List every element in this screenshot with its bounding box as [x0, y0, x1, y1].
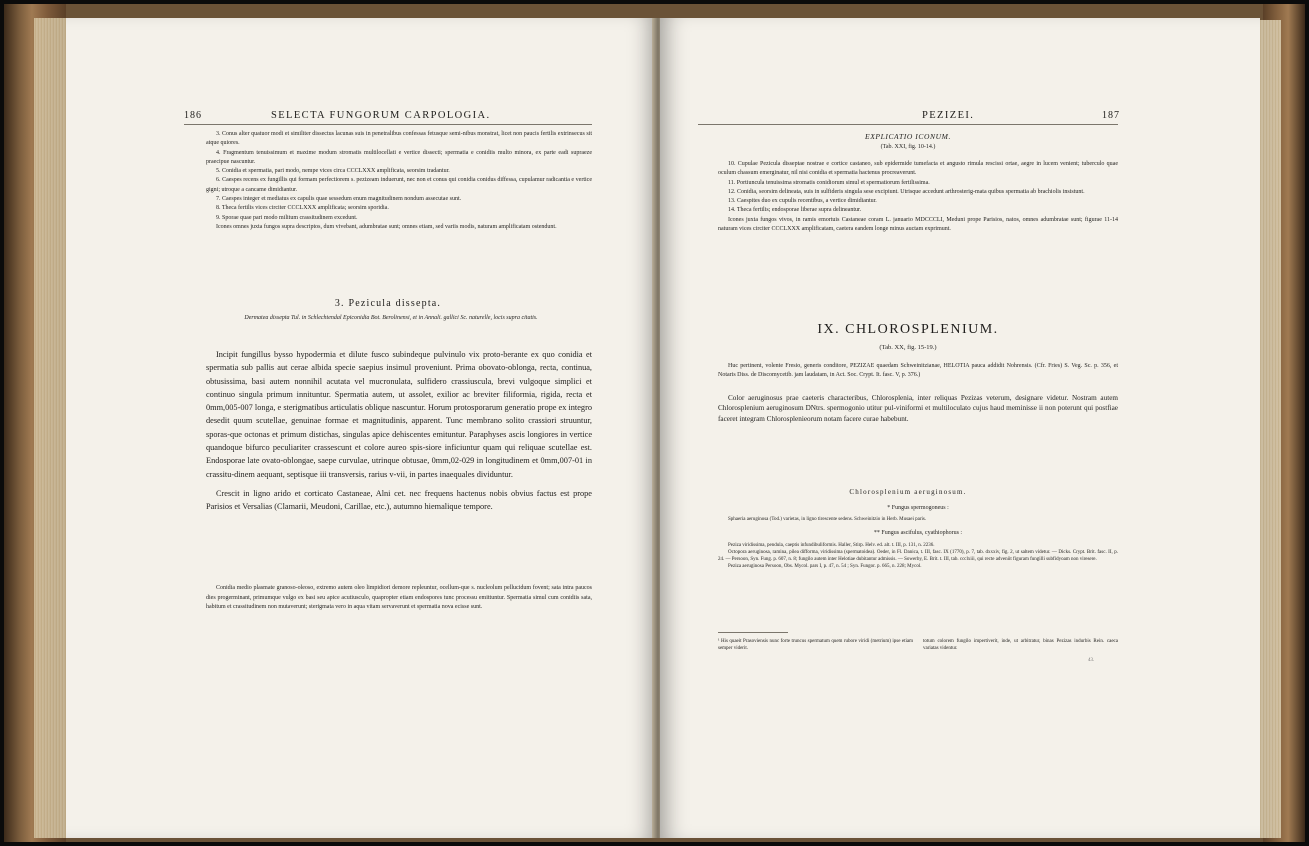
- note-item: 6. Caespes recens ex fungillis qui formam perfectiorem s. pezizeam induerunt, nec non et conus qui conidia conidus diffessa, cupulamur radicantia e vertice gigni; utroque a cancame dimidiantur.: [206, 177, 592, 193]
- footnote-right: [923, 638, 1118, 652]
- signature-mark: 43.: [1088, 658, 1095, 663]
- syn-line: Sphaeria aeruginosa (Tod.) varietas, in ligno tirescente sedens. Schweinitzio in Herb. Musaei paris.: [728, 517, 927, 523]
- note-item: 7. Caespes integer et mediatus ex capulis quae sessedum enum magnitudinem nondum assecutae sunt.: [216, 196, 462, 203]
- note-item: 12. Conidia, seorsim delineata, suis in sulfideris singula sese excipiunt. Utrisque accedunt arthrosterig-mata quibus spermatia ab brachiolis insistunt.: [728, 188, 1085, 195]
- syn-group-head: * Fungus spermogoneus :: [887, 505, 949, 511]
- footnote-left: [718, 638, 913, 652]
- note-item: 13. Caespites duo ex cupulis recentibus, a vertice dimidiantur.: [728, 198, 877, 205]
- note-item: 10. Cupulae Pezicula disseptae nostrae e cortice castaneo, sub epidermide tumefacta et angusto rimula rescissi ortae, aegre in lucem venient; tuberculo quae oculum chassum emerginatur, nil nisi conidia et spermatia hactenus procreaverunt.: [718, 161, 1118, 177]
- syn-line: Peziza viridissima, pendula, caeptis infundibuliformis. Haller, Stirp. Helv. ed. alt. t. III, p. 131, n. 2236.: [728, 542, 935, 548]
- footnote-text: totum colorem fungilo impertiverit, inde, ut arbitratur, binas Pezizas indurbis Rein. caeca variatas videntur.: [923, 639, 1118, 651]
- note-item: 9. Sporae quae pari modo militum crassitudinem excedunt.: [216, 214, 358, 221]
- left-footnote: [206, 584, 592, 613]
- main-paragraph: Incipit fungillus bysso hypodermia et dilute fusco subindeque pulvinulo vix proto-berante ex quo conidia et spermatia sub pallis aut cerae albida specie saepius insimul proveniunt. Prima obovato-oblonga, recta, continua, obtusissima, basi autem nonnihil acutata vel mucronulata, sulfidero crassiuscula, brevi vulgoque simplici et continuo singula primum innituntur. Spermatia autem, ut assolet, exilior ac breviter filiformia, rigida, recta et 0mm,005-007 longa, e sterigmatibus articulatis oblique nascuntur. Horum protosporarum generatio prope ex integro desedit quum scutellae, genuinae formae et magnitudinis, apparent. Tunc membrano solito crassiori struuntur, sporas-que octonas et primum distichas, singulas apice dehiscentes emituntur. Paraphyses ascis longiores in vertice quandoque bifurco peculiariter crassescunt et colore aureo spis-siore inficiuntur quam qui reliquae scutellae est. Endosporae late ovato-oblongae, saepe curvulae, utrinque obtusae, 0mm,02-029 in longitudinem et 0mm,007-01 in crassitu-dinem aequant, septisque iii transversis, rarius v-vii, in partes inaequales dividuntur.: [206, 350, 592, 479]
- note-item: 8. Theca fertilis vices circiter CCCLXXX amplificata; seorsim sporidia.: [216, 205, 389, 212]
- left-page-edges: [34, 18, 70, 838]
- footnote-text: ¹ His quaeit Prasoviensis nunc forte truncus spermatum quem rubore viridi (metrium) ipse etiam semper viderit.: [718, 639, 913, 651]
- explicatio-ref: (Tab. XXI, fig. 10-14.): [880, 144, 936, 150]
- right-page: [660, 18, 1260, 838]
- footnote-paragraph: Conidia medio plasmate granoso-oleoso, extremo autem oleo limpidiori demore repleuntur, ocellum-que s. nucleolum pellucidum fovent; sata intra paucos dies progerminant, primumque vulgo ex basi seu apice acutiusculo, quapropter etiam endospores tunc processu emittuntur. Spermatia simul cum conidiis sata, habitum et crassitudinem non mutaverunt; sterigmata vero in aqua vitam servaverunt et spermatia nova ecisse sunt.: [206, 585, 592, 610]
- note-item: 3. Conus alter quatuor modi et similiter dissectus lacunas suis in penetralibus confessas fetusque semi-nibus monstrat, licet non paucis fertilis extrinsecus sit atque quiores.: [206, 131, 592, 147]
- syn-group-head: ** Fungus ascifulus, cyathiophorus :: [873, 530, 963, 537]
- chapter-intro: [718, 362, 1118, 425]
- chapter-paragraph: Huc pertinent, volente Fresio, generis conditore, PEZIZAE quaedam Schweinitzianae, HELOTIA pauca addidit Nohrensis. (Cfr. Fries) S. Veg. Sc. p. 356, et Notaris Diss. de Discomycetib. jam laudatam, in Act. Soc. Crypt. It. fasc. V, p. 376.): [718, 363, 1118, 379]
- explicatio-title: EXPLICATIO ICONUM.: [865, 132, 951, 141]
- note-item: 14. Theca fertilis; endosporae liberae supra delineantur.: [728, 207, 862, 214]
- syn-line: Octopora aeruginosa, ramina, pilea difforma, viridissima (spermatoidea). Oeder, in Fl. Danica, t. III, fasc. IX (1770), p. 7, tab. dxxxiv, fig. 2, ut saltem videtur. — Dicks. Crypt. Brit. fasc. II, p. 24. — Persoon, Syn. Fung. p. 607, n. 8; fungilo autem inter Helotiae dubitantur admissis. — Sowerby, E. Brit. t. III, tab. ccclxiii, qui recte adveniit figuram fungilli subfidyoam non viresere.: [718, 549, 1118, 562]
- note-item: 11. Portiuncula tenuissima stromatis conidiorum simul et spermatiorum fertilissima.: [728, 179, 930, 186]
- right-numbered-notes: [718, 160, 1118, 234]
- note-item: 5. Conidia et spermatia, pari modo, nempe vices circa CCCLXXX amplificata, seorsim tradantur.: [216, 168, 450, 175]
- main-paragraph: Crescit in ligno arido et corticato Castaneae, Alni cet. nec frequens hactenus nobis obvius factus est prope Parisios et Versalias (Clamarii, Meudoni, Carillae, etc.), autumno hiemalique tempore.: [206, 488, 592, 512]
- note-item: Icones omnes juxta fungos supra descriptos, dum vivebant, adumbratae sunt; omnes etiam, sed variis modis, naturam amplificatam ostendunt.: [216, 223, 557, 230]
- book-spread: [4, 4, 1305, 842]
- chapter-ref: (Tab. XX, fig. 15-19.): [879, 344, 937, 351]
- right-page-number: 187: [1102, 110, 1120, 121]
- chapter-paragraph: Color aeruginosus prae caeteris characteribus, Chlorosplenia, inter reliquas Pezizas veterum, designare videtur. Nostram autem Chlorosplenium aeruginosum DNtrs. spermogonio utitur pul-viniformi et multiloculato cujus haud meminisse ii non poterunt qui postfiae faceret integram Chlorosplenieorum notam facere curae habebunt.: [718, 393, 1118, 424]
- left-page-number: 186: [184, 110, 202, 121]
- left-page: [66, 18, 656, 838]
- left-head-rule: [184, 124, 592, 125]
- left-main-text: [206, 348, 592, 514]
- right-running-head: PEZIZEI.: [922, 110, 975, 121]
- right-head-rule: [698, 124, 1118, 125]
- left-numbered-notes: [206, 130, 592, 232]
- synonymy-groups: [718, 504, 1118, 570]
- left-running-head: SELECTA FUNGORUM CARPOLOGIA.: [271, 110, 491, 121]
- chapter-title: IX. CHLOROSPLENIUM.: [817, 322, 999, 337]
- note-item: Icones juxta fungos vivos, in ramis emortuis Castaneae coram L. januario MDCCCLI, Meduni prope Parisios, natos, omnes adumbratae sunt; figurae 11-14 naturam vices circiter CCCLXXX amplificatam, caetera eandem longe minus auctam exprimunt.: [718, 216, 1118, 233]
- footnote-rule: [718, 632, 788, 633]
- note-item: 4. Fragmentum tenuissimum et maxime modum stromatis multilocellati e vertice dissecti; spermatia e conidiis multo minora, ex parte eadi supraeze praecipue nascuntur.: [206, 149, 592, 165]
- syn-line: Peziza aeruginosa Persoon, Obs. Mycol. pars I, p. 47, n. 54 ; Syn. Fungor. p. 665, n. 228; Mycol.: [728, 563, 922, 569]
- species-title: Chlorosplenium aeruginosum.: [849, 488, 967, 496]
- section-title: 3. Pezicula dissepta.: [334, 298, 442, 309]
- section-synonymy: Dermatea dissepta Tul. in Schlechtendal Epiconidia Bot. Berolinensi, et in Annali. gallici Sc. naturelle, locis supra citatis.: [244, 315, 538, 321]
